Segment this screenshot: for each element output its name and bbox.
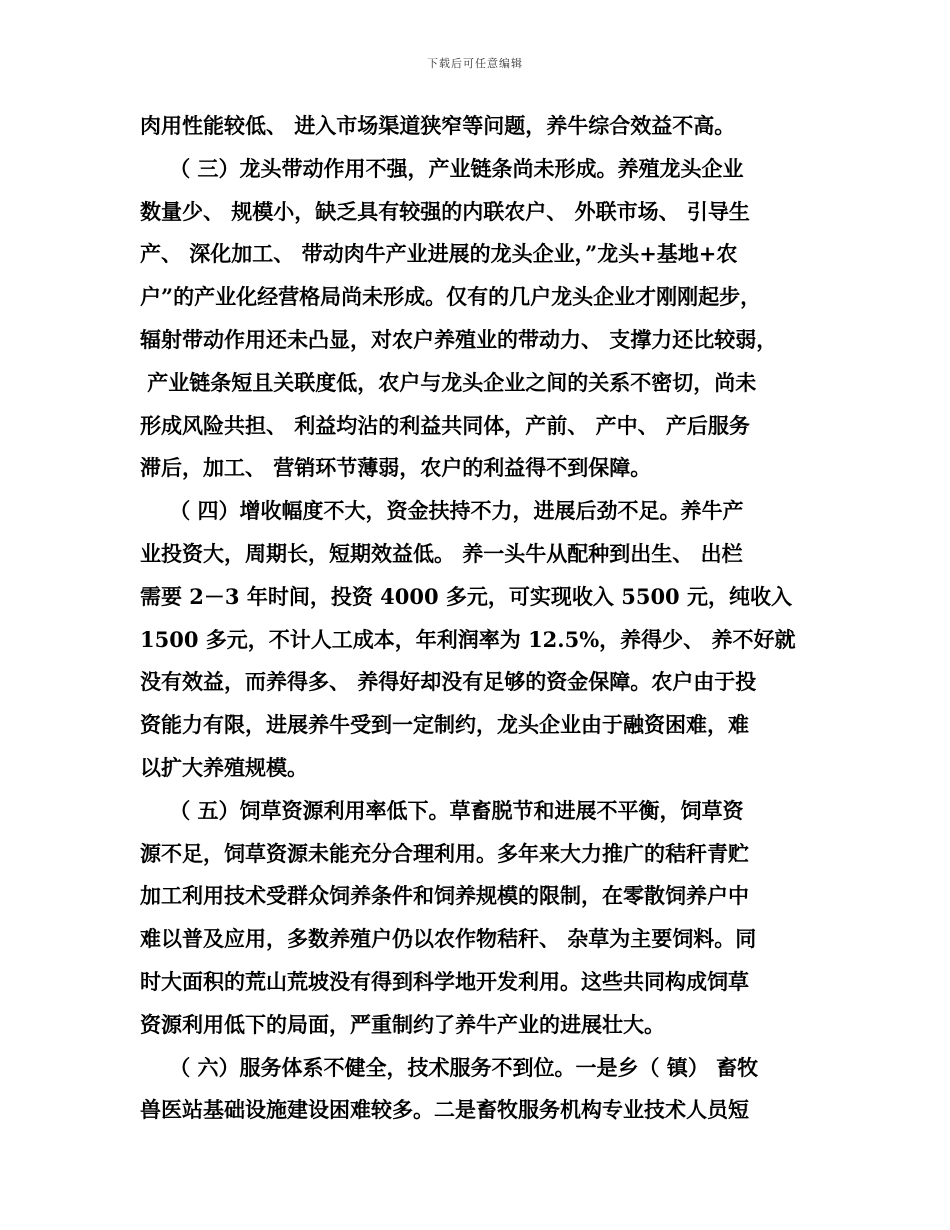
text-line: 数量少、 规模小，缺乏具有较强的内联农户、 外联市场、 引导生 (140, 198, 750, 224)
text-line: 资源利用低下的局面，严重制约了养牛产业的进展壮大。 (140, 1011, 665, 1037)
text-line: 产业链条短且关联度低，农户与龙头企业之间的关系不密切，尚未 (140, 369, 757, 395)
text-line: 时大面积的荒山荒坡没有得到科学地开发利用。这些共同构成饲草 (140, 968, 749, 994)
text-line: 以扩大养殖规模。 (140, 754, 308, 780)
text-line: 难以普及应用，多数养殖户仍以农作物秸秆、 杂草为主要饲料。同 (140, 926, 757, 952)
text-line: 兽医站基础设施建设困难较多。二是畜牧服务机构专业技术人员短 (140, 1097, 749, 1123)
text-line: 没有效益，而养得多、 养得好却没有足够的资金保障。农户由于投 (140, 669, 757, 695)
text-line: 业投资大，周期长，短期效益低。 养一头牛从配种到出生、 出栏 (140, 540, 743, 566)
text-line: 源不足，饲草资源未能充分合理利用。多年来大力推广的秸秆青贮 (140, 840, 749, 866)
text-line: 形成风险共担、 利益均沾的利益共同体，产前、 产中、 产后服务 (140, 412, 750, 438)
text-line: 需要 2－3 年时间，投资 4000 多元，可实现收入 5500 元，纯收入 (140, 583, 792, 609)
text-line: （ 四）增收幅度不大，资金扶持不力，进展后劲不足。养牛产 (140, 498, 744, 524)
text-line: 滞后，加工、 营销环节薄弱，农户的利益得不到保障。 (140, 455, 652, 481)
text-line: 产、 深化加工、 带动肉牛产业进展的龙头企业，”龙头+基地+农 (140, 241, 738, 267)
text-line: 户”的产业化经营格局尚未形成。仅有的几户龙头企业才刚刚起步， (140, 284, 762, 310)
text-line: （ 三）龙头带动作用不强，产业链条尚未形成。养殖龙头企业 (140, 155, 744, 181)
text-line: （ 六）服务体系不健全，技术服务不到位。一是乡（ 镇） 畜牧 (140, 1054, 759, 1080)
document-body (140, 105, 816, 1132)
text-line: 1500 多元，不计人工成本，年利润率为 12.5%，养得少、 养不好就 (140, 626, 796, 652)
text-line: （ 五）饲草资源利用率低下。草畜脱节和进展不平衡，饲草资 (140, 797, 744, 823)
text-line: 资能力有限，进展养牛受到一定制约，龙头企业由于融资困难，难 (140, 712, 749, 738)
text-line: 辐射带动作用还未凸显，对农户养殖业的带动力、 支撑力还比较弱， (140, 326, 778, 352)
text-line: 加工利用技术受群众饲养条件和饲养规模的限制，在零散饲养户中 (140, 883, 749, 909)
text-line: 肉用性能较低、 进入市场渠道狭窄等问题，养牛综合效益不高。 (140, 113, 736, 138)
page-header: 下载后可任意编辑 (427, 57, 523, 70)
